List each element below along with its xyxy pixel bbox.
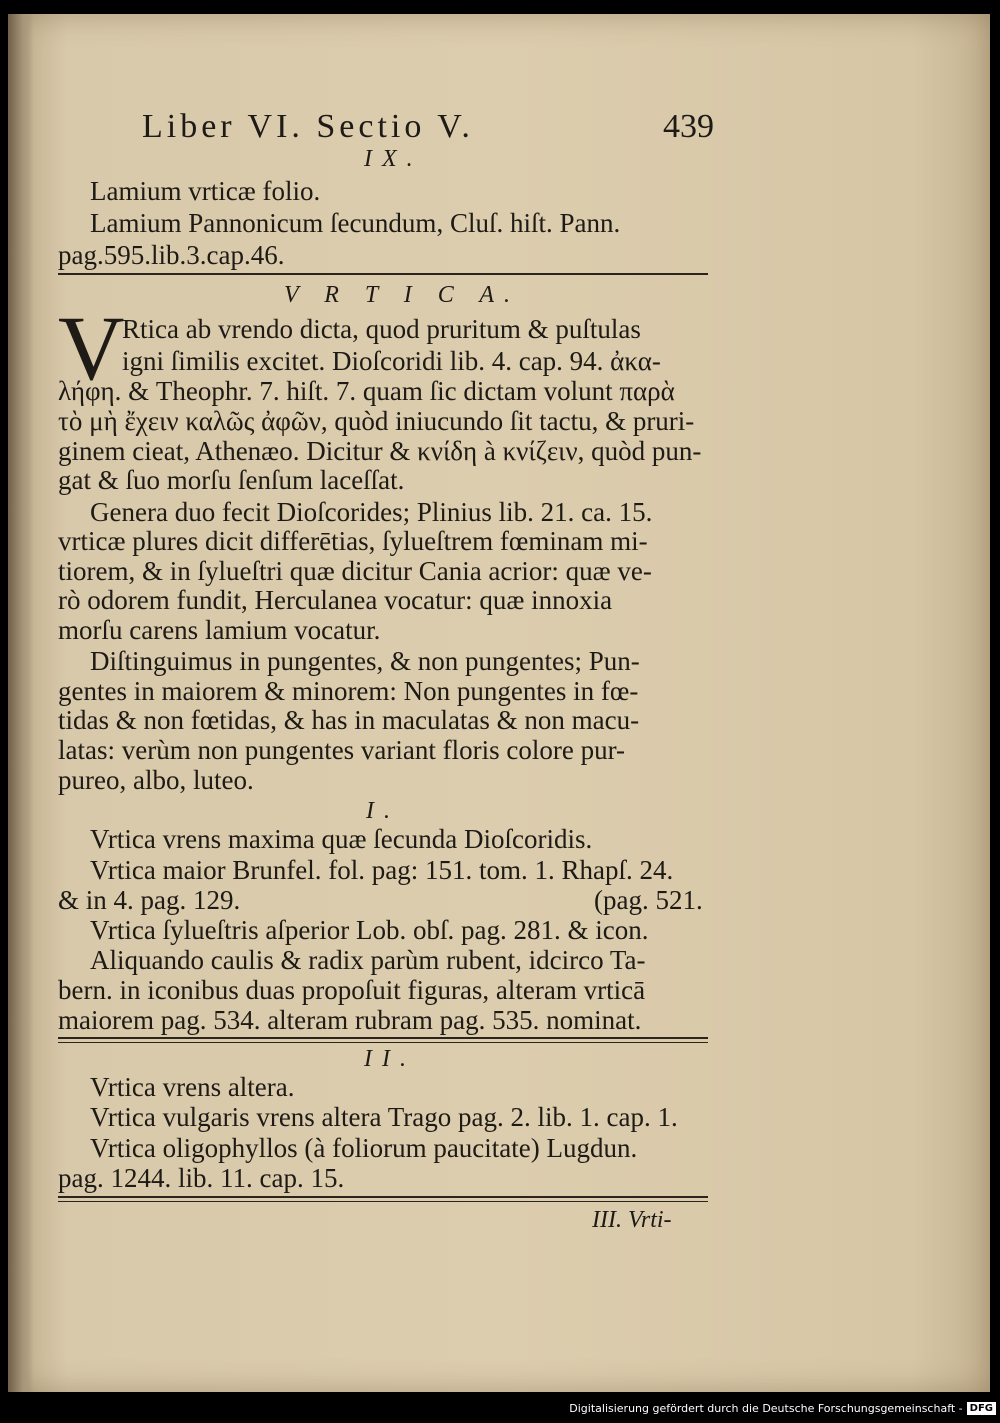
text-line: Vrtica ſylueſtris aſperior Lob. obſ. pag. 281. & icon. (90, 915, 649, 945)
dfg-logo: DFG (967, 1402, 996, 1415)
text-line: Lamium Pannonicum ſecundum, Cluſ. hiſt. Pann. (90, 208, 621, 238)
text-line: τὸ μὴ ἔχειν καλῶς ἀφῶν, quòd iniucundo ſit tactu, & pruri- (58, 406, 695, 436)
footer-text: Digitalisierung gefördert durch die Deutsche Forschungsgemeinschaft - (569, 1401, 963, 1415)
text-line: Lamium vrticæ folio. (90, 176, 321, 206)
text-line: Diſtinguimus in pungentes, & non pungentes; Pun- (90, 646, 640, 676)
section-divider (58, 1196, 708, 1202)
text-line: pag.595.lib.3.cap.46. (58, 240, 285, 270)
page-spine-shadow (8, 14, 34, 1392)
text-line: pureo, albo, luteo. (58, 765, 254, 795)
text-line: latas: verùm non pungentes variant floris colore pur- (58, 735, 626, 765)
text-line: maiorem pag. 534. alteram rubram pag. 535. nominat. (58, 1005, 642, 1035)
page-number: 439 (663, 108, 714, 145)
text-line: tiorem, & in ſylueſtri quæ dicitur Cania acrior: quæ ve- (58, 556, 652, 586)
drop-cap: V (58, 297, 125, 399)
text-line: Rtica ab vrendo dicta, quod pruritum & puſtulas (122, 314, 641, 344)
text-line: λήφη. & Theophr. 7. hiſt. 7. quam ſic dictam volunt παρὰ (58, 376, 675, 406)
text-line: igni ſimilis excitet. Dioſcoridi lib. 4. cap. 94. ἀκα- (122, 346, 661, 376)
text-line: Genera duo fecit Dioſcorides; Plinius lib. 21. ca. 15. (90, 497, 653, 527)
text-line: Vrtica vrens altera. (90, 1072, 295, 1102)
text-line: morſu carens lamium vocatur. (58, 615, 381, 645)
text-line: gat & ſuo morſu ſenſum laceſſat. (58, 465, 405, 495)
text-line: pag. 1244. lib. 11. cap. 15. (58, 1163, 345, 1193)
text-line: (pag. 521. (594, 885, 703, 915)
catchword: III. Vrti- (592, 1207, 672, 1233)
section-heading-i: I. (366, 798, 400, 824)
section-heading-vrtica: V R T I C A. (284, 282, 521, 308)
section-divider (58, 273, 708, 275)
text-line: Vrtica vulgaris vrens altera Trago pag. 2. lib. 1. cap. 1. (90, 1102, 678, 1132)
running-title: Liber VI. Sectio V. (142, 108, 474, 145)
text-line: Vrtica vrens maxima quæ ſecunda Dioſcoridis. (90, 824, 593, 854)
running-header (142, 108, 714, 148)
text-line: tidas & non fœtidas, & has in maculatas & non macu- (58, 705, 640, 735)
section-divider (58, 1037, 708, 1043)
text-line: Vrtica maior Brunfel. fol. pag: 151. tom. 1. Rhapſ. 24. (90, 855, 674, 885)
text-line: gentes in maiorem & minorem: Non pungentes in fœ- (58, 676, 639, 706)
footer-attribution (569, 1399, 1000, 1417)
text-line: Aliquando caulis & radix parùm rubent, idcirco Ta- (90, 945, 646, 975)
text-line: bern. in iconibus duas propoſuit figuras, alteram vrticā (58, 975, 646, 1005)
section-heading-ix: IX. (364, 146, 423, 172)
text-line: ginem cieat, Athenæo. Dicitur & κνίδη à κνίζειν, quòd pun- (58, 436, 702, 466)
text-line: Vrtica oligophyllos (à foliorum paucitate) Lugdun. (90, 1133, 638, 1163)
text-line: rò odorem fundit, Herculanea vocatur: quæ innoxia (58, 585, 613, 615)
text-line: vrticæ plures dicit differētias, ſylueſtrem fœminam mi- (58, 526, 648, 556)
section-heading-ii: II. (364, 1046, 416, 1072)
text-line: & in 4. pag. 129. (58, 885, 241, 915)
